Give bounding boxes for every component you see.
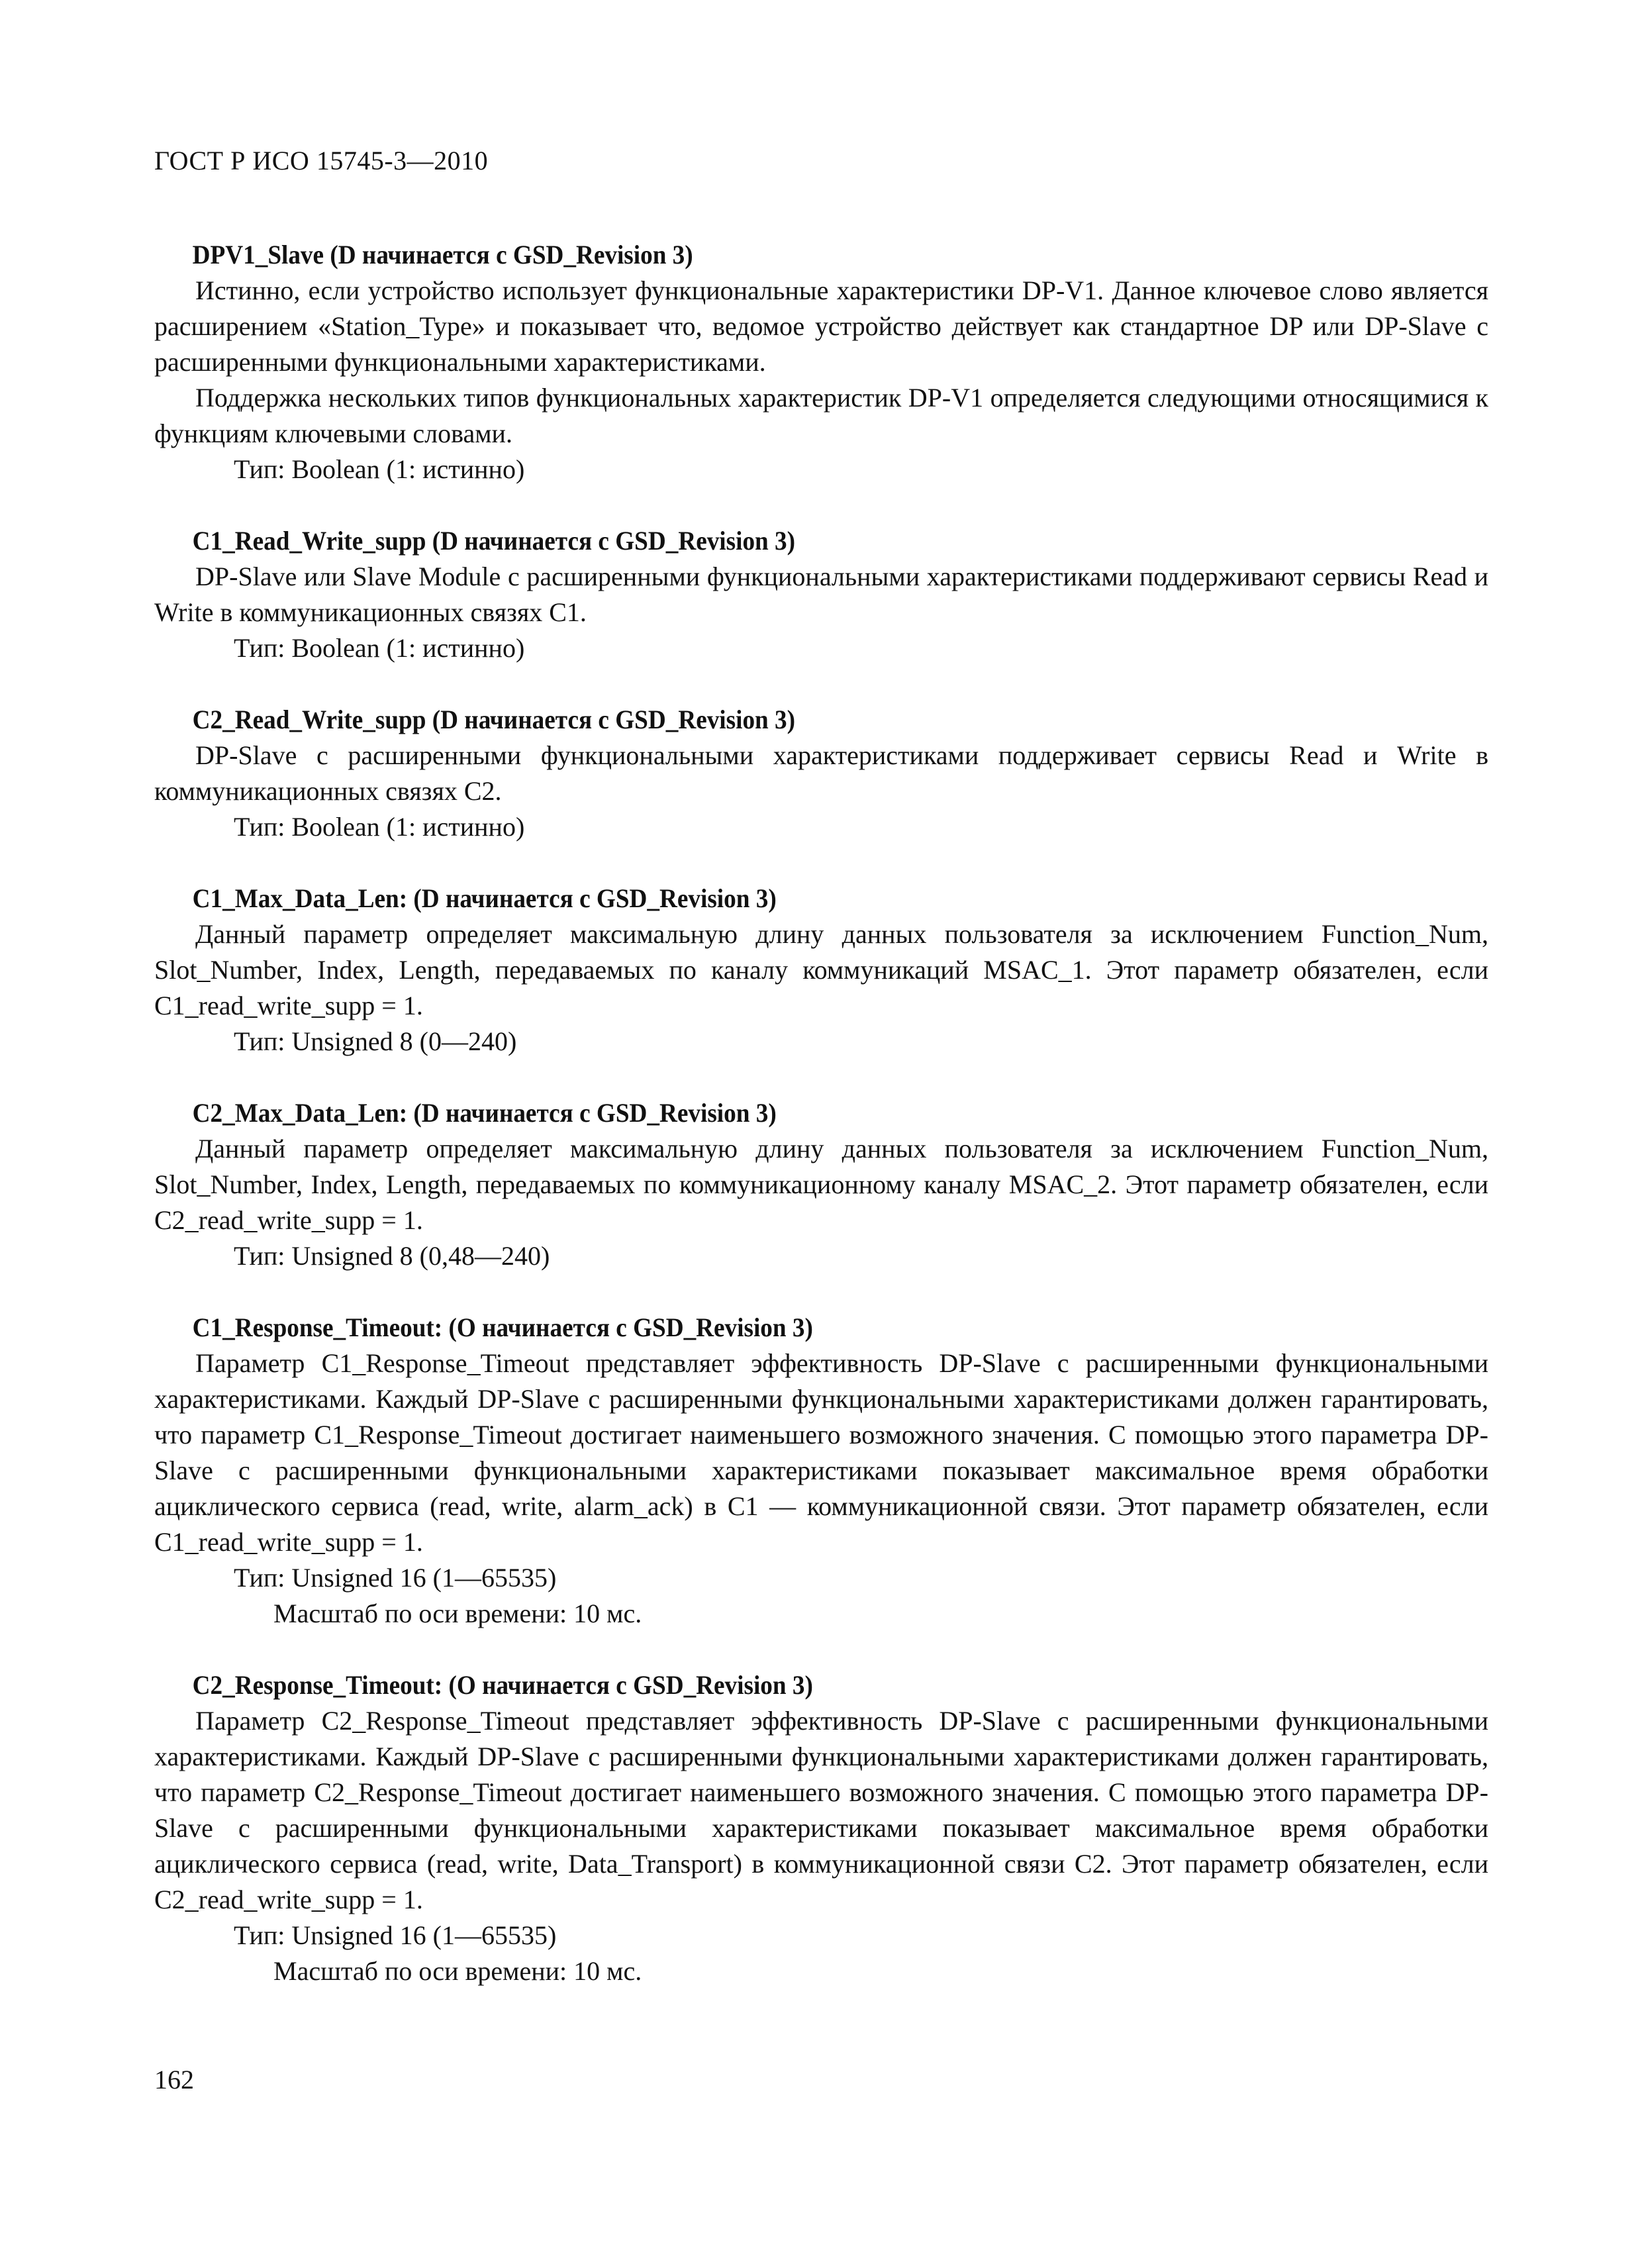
section-dpv1-slave — [154, 237, 1488, 487]
type-line: Тип: Unsigned 8 (0,48—240) — [234, 1241, 550, 1271]
section-c1-response-timeout — [154, 1310, 1488, 1632]
page-number: 162 — [154, 2065, 194, 2095]
section-title: DPV1_Slave (D начинается с GSD_Revision 3) — [192, 240, 693, 270]
section-c2-max-data-len — [154, 1095, 1488, 1274]
scale-line: Масштаб по оси времени: 10 мс. — [273, 1956, 642, 1986]
paragraph: Параметр C2_Response_Timeout представляет эффективность DP-Slave с расширенными функциональными характеристиками. Каждый DP-Slave с расширенными функциональными характеристиками должен гарантировать, что параметр C2_Response_Timeout достигает наименьшего возможного значения. С помощью этого параметра DP-Slave с расширенными функциональными характеристиками показывает максимальное время обработки ациклического сервиса (read, write, Data_Transport) в коммуникационной связи C2. Этот параметр обязателен, если C2_read_write_supp = 1. — [154, 1706, 1488, 1914]
type-line: Тип: Boolean (1: истинно) — [234, 633, 525, 663]
section-c2-read-write-supp — [154, 702, 1488, 845]
running-header: ГОСТ Р ИСО 15745-3—2010 — [154, 146, 489, 175]
section-c2-response-timeout — [154, 1667, 1488, 1989]
paragraph: Истинно, если устройство использует функциональные характеристики DP-V1. Данное ключевое слово является расширением «Station_Type» и показывает что, ведомое устройство действует как стандартное DP или DP-Slave с расширенными функциональными характеристиками. — [154, 275, 1488, 377]
paragraph: Данный параметр определяет максимальную длину данных пользователя за исключением Function_Num, Slot_Number, Index, Length, передаваемых по коммуникационному каналу MSAC_2. Этот параметр обязателен, если C2_read_write_supp = 1. — [154, 1134, 1488, 1235]
section-title: C1_Response_Timeout: (O начинается с GSD_Revision 3) — [192, 1312, 813, 1342]
paragraph: DP-Slave или Slave Module с расширенными функциональными характеристиками поддерживают сервисы Read и Write в коммуникационных связях C1. — [154, 562, 1488, 627]
scale-line: Масштаб по оси времени: 10 мс. — [273, 1599, 642, 1628]
type-line: Тип: Boolean (1: истинно) — [234, 812, 525, 842]
paragraph: DP-Slave с расширенными функциональными характеристиками поддерживает сервисы Read и Write в коммуникационных связях C2. — [154, 740, 1488, 806]
section-title: C2_Response_Timeout: (O начинается с GSD_Revision 3) — [192, 1670, 813, 1700]
paragraph: Данный параметр определяет максимальную длину данных пользователя за исключением Function_Num, Slot_Number, Index, Length, передаваемых по каналу коммуникаций MSAC_1. Этот параметр обязателен, если C1_read_write_supp = 1. — [154, 919, 1488, 1020]
section-c1-read-write-supp — [154, 523, 1488, 666]
section-title: C2_Max_Data_Len: (D начинается с GSD_Revision 3) — [192, 1098, 777, 1128]
type-line: Тип: Boolean (1: истинно) — [234, 454, 525, 484]
section-c1-max-data-len — [154, 881, 1488, 1060]
section-title: C1_Read_Write_supp (D начинается с GSD_Revision 3) — [192, 526, 796, 556]
document-content — [154, 237, 1488, 2025]
paragraph: Поддержка нескольких типов функциональных характеристик DP-V1 определяется следующими относящимися к функциям ключевыми словами. — [154, 383, 1488, 448]
section-title: C1_Max_Data_Len: (D начинается с GSD_Revision 3) — [192, 883, 777, 913]
type-line: Тип: Unsigned 8 (0—240) — [234, 1026, 517, 1056]
type-line: Тип: Unsigned 16 (1—65535) — [234, 1920, 557, 1950]
type-line: Тип: Unsigned 16 (1—65535) — [234, 1563, 557, 1593]
document-page — [154, 0, 1488, 2268]
paragraph: Параметр C1_Response_Timeout представляет эффективность DP-Slave с расширенными функциональными характеристиками. Каждый DP-Slave с расширенными функциональными характеристиками должен гарантировать, что параметр C1_Response_Timeout достигает наименьшего возможного значения. С помощью этого параметра DP-Slave с расширенными функциональными характеристиками показывает максимальное время обработки ациклического сервиса (read, write, alarm_ack) в C1 — коммуникационной связи. Этот параметр обязателен, если C1_read_write_supp = 1. — [154, 1348, 1488, 1557]
section-title: C2_Read_Write_supp (D начинается с GSD_Revision 3) — [192, 705, 796, 734]
